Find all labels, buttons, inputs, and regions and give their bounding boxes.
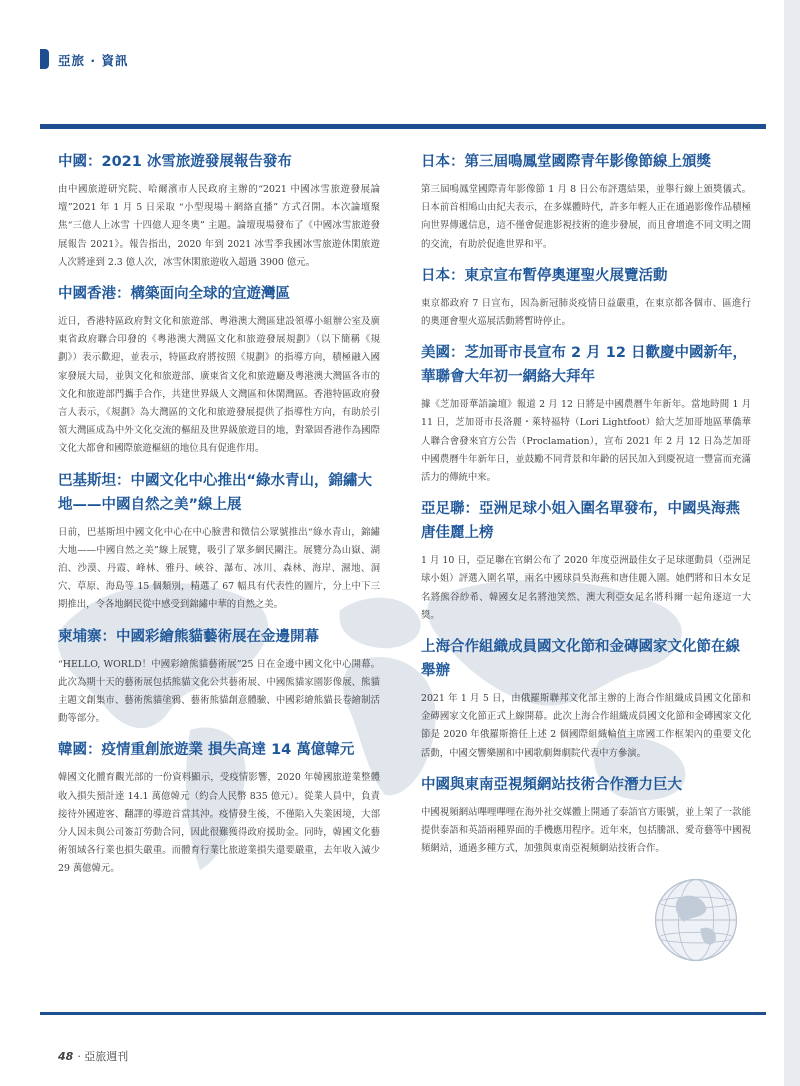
article-body: 第三屆鳴鳳堂國際青年影像節 1 月 8 日公布評選結果，並舉行線上頒獎儀式。日本前首相鳩山由紀夫表示，在多媒體時代，許多年輕人正在通過影像作品積極向世界傳遞信息，這不僅會促進影視技術的進步發展，而且會增進不同文明之間的交流，有助於促進世界和平。 [421,184,751,250]
news-item [421,150,751,254]
article-heading: 中國：2021 冰雪旅遊發展報告發布 [58,154,292,170]
bottom-rule [40,1012,766,1015]
publication-name: · 亞旅週刊 [77,1050,129,1063]
right-column [421,150,751,868]
article-heading: 中國香港：構築面向全球的宜遊灣區 [58,286,290,303]
page-number: 48 [58,1050,74,1063]
page-edge-strip [784,0,800,1086]
article-body: 2021 年 1 月 5 日，由俄羅斯聯邦文化部主辦的上海合作組織成員國文化節和金磚國家文化節正式上線開幕。此次上海合作組織成員國文化節和金磚國家文化節是 2020 年俄羅斯擔任上述 2 個國際組織輪值主席國工作框架內的重要文化活動，中國交響樂團和中國歌劇舞劇院代表中方參演。 [421,693,751,759]
article-body: 日前，巴基斯坦中國文化中心在中心臉書和微信公眾號推出“綠水青山，錦繡大地——中國自然之美”線上展覽，吸引了眾多網民關注。展覽分為山嶽、湖泊、沙漠、丹霞、峰林、雅丹、峽谷、瀑布、冰川、森林、海岸、濕地、洞穴、草原、海島等 15 個類別，精選了 67 幅具有代表性的圖片，分上中下三期推出，令各地網民從中感受到錦繡中華的自然之美。 [58,526,380,611]
news-item [58,469,380,615]
article-heading: 日本：第三屆鳴鳳堂國際青年影像節線上頒獎 [421,154,711,170]
article-heading: 美國：芝加哥市長宣布 2 月 12 日歡慶中國新年，華聯會大年初一網絡大拜年 [421,345,747,386]
globe-icon [652,876,740,964]
article-body: 由中國旅遊研究院、哈爾濱市人民政府主辦的“2021 中國冰雪旅遊發展論壇”2021 年 1 月 5 日采取 “小型現場＋網絡直播” 方式召開。本次論壇聚焦“三億人上冰雪 十四億人迎冬奧” 主題。論壇現場發布了《中國冰雪旅遊發展報告 2021》。報告指出，2020 年到 2021 冰雪季我國冰雪旅遊休閑旅遊人次將達到 2.3 億人次，冰雪休閑旅遊收入超過 3900 億元。 [58,184,380,268]
news-item [421,341,751,487]
article-body: 近日，香港特區政府對文化和旅遊部、粵港澳大灣區建設領導小組辦公室及廣東省政府聯合印發的《粵港澳大灣區文化和旅遊發展規劃》（以下簡稱《規劃》）表示歡迎，並表示，特區政府將按照《規劃》的指導方向，積極融入國家發展大局，並與文化和旅遊部、廣東省文化和旅遊廳及粵港澳大灣區各市的文化和旅遊部門攜手合作，共建世界級人文灣區和休閑灣區。香港特區政府發言人表示，《規劃》為大灣區的文化和旅遊發展提供了指導性方向，有助於引領大灣區成為中外文化交流的樞紐及世界級旅遊目的地，對鞏固香港作為國際文化大都會和國際旅遊樞紐的地位具有促進作用。 [58,316,380,455]
news-item [58,150,380,272]
page-footer [58,1048,128,1064]
news-item [421,773,751,859]
section-tab-marker [40,49,49,69]
news-item [58,625,380,729]
article-heading: 柬埔寨：中國彩繪熊貓藝術展在金邊開幕 [58,628,319,645]
article-heading: 上海合作組織成員國文化節和金磚國家文化節在線舉辦 [421,639,740,680]
news-item [421,264,751,331]
news-item [58,738,380,878]
article-body: “HELLO, WORLD！中國彩繪熊貓藝術展”25 日在金邊中國文化中心開幕。此次為期十天的藝術展包括熊貓文化公共藝術展、中國熊貓家園影像展、熊貓主題文創集市、藝術熊貓塗鴉、藝術熊貓創意體驗、中國彩繪熊貓長卷繪制活動等部分。 [58,658,380,725]
article-heading: 亞足聯：亞洲足球小姐入圍名單發布，中國吳海燕唐佳麗上榜 [421,501,740,542]
article-heading: 巴基斯坦：中國文化中心推出“綠水青山，錦繡大地——中國自然之美”線上展 [58,472,373,513]
news-item [58,282,380,459]
article-body: 韓國文化體育觀光部的一份資料顯示，受疫情影響，2020 年韓國旅遊業整體收入損失預計達 14.1 萬億韓元（約合人民幣 835 億元）。從業人員中，負責接待外國遊客、翻譯的導遊首當其沖。疫情發生後，不僅陷入失業困境，大部分人因未與公司簽訂勞動合同，因此很難獲得政府援助金。同時，韓國文化藝術領域各行業也損失嚴重。而體育行業比旅遊業損失還要嚴重，去年收入減少 29 萬億韓元。 [58,772,380,875]
article-body: 中國視頻網站嗶哩嗶哩在海外社交媒體上開通了泰語官方賬號，並上架了一款能提供泰語和英語兩種界面的手機應用程序。近年來，包括騰訊、愛奇藝等中國視頻網站，通過多種方式，加強與東南亞視頻網站技術合作。 [421,806,751,855]
section-header: 亞旅 · 資訊 [58,53,129,68]
article-heading: 中國與東南亞視頻網站技術合作潛力巨大 [421,776,682,793]
article-body: 據《芝加哥華語論壇》報道 2 月 12 日將是中國農曆牛年新年。當地時間 1 月 11 日，芝加哥市長洛麗・萊特福特（Lori Lightfoot）給大芝加哥地區華僑華人聯合會發來官方公告（Proclamation），宣布 2021 年 2 月 12 日為芝加哥中國農曆牛年新年日，並鼓勵不同背景和年齡的居民加入到慶祝這一豐富而充滿活力的傳統中來。 [421,399,751,484]
article-heading: 日本：東京宣布暫停奧運聖火展覽活動 [421,267,668,284]
article-heading: 韓國：疫情重創旅遊業 損失高達 14 萬億韓元 [58,742,355,759]
left-column [58,150,380,889]
news-item [421,497,751,625]
news-item [421,635,751,763]
top-rule [40,124,766,129]
article-body: 東京都政府 7 日宣布，因為新冠肺炎疫情日益嚴重，在東京都各個市、區進行的奧運會聖火巡展活動將暫時停止。 [421,297,751,328]
article-body: 1 月 10 日，亞足聯在官網公布了 2020 年度亞洲最佳女子足球運動員（亞洲足球小姐）評選入圍名單，兩名中國球員吳海燕和唐佳麗入圍。她們將和日本女足名將熊谷紗希、韓國女足名將池笑然、澳大利亞女足名將科爾一起角逐這一大獎。 [421,555,751,621]
